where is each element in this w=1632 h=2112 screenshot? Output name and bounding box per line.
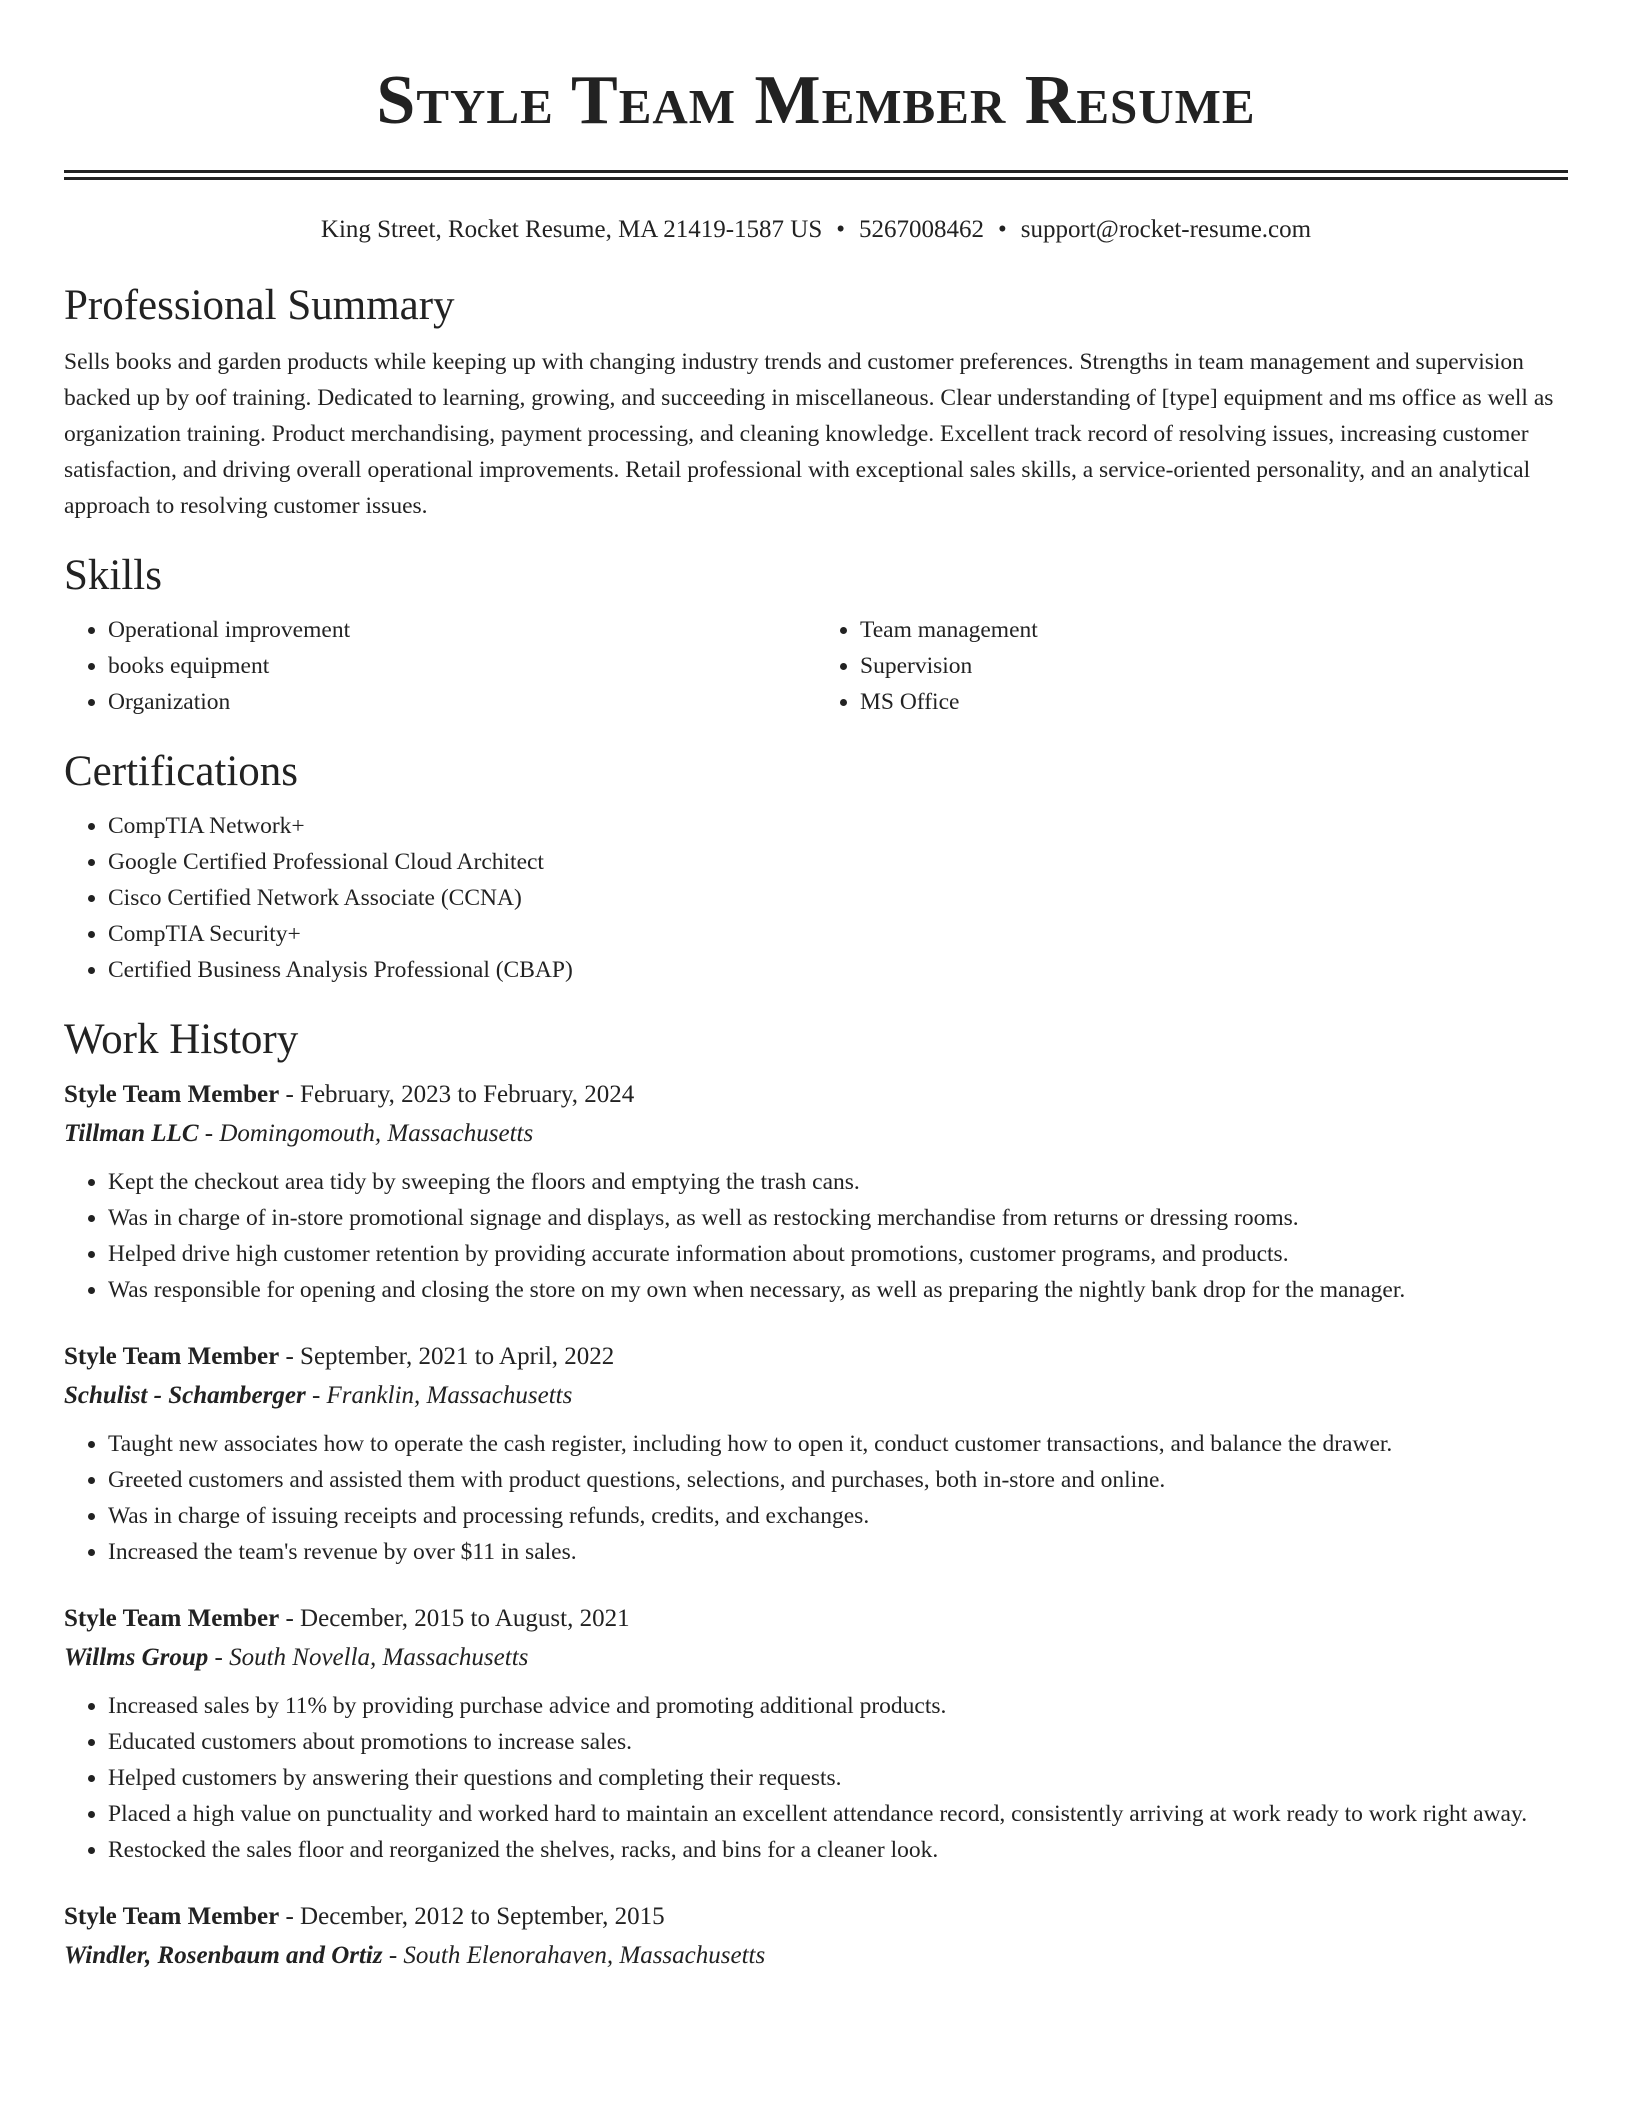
contact-separator: • <box>836 216 846 243</box>
job-company: Willms Group <box>64 1644 209 1671</box>
job-bullets <box>64 1164 1568 1308</box>
summary-text: Sells books and garden products while keeping up with changing industry trends and customer preferences. Strengths in team management and supervision backed up by oof training. Dedicated to learning, growing, and succeeding in miscellaneous. Clear understanding of [type] equipment and ms office as well as organization training. Product merchandising, payment processing, and cleaning knowledge. Excellent track record of resolving issues, increasing customer satisfaction, and driving overall operational improvements. Retail professional with exceptional sales skills, a service-oriented personality, and an analytical approach to resolving customer issues. <box>64 349 1554 519</box>
job-company: Tillman LLC <box>64 1120 199 1147</box>
job-company: Schulist - Schamberger <box>64 1382 306 1409</box>
job-location: - South Novella, Massachusetts <box>208 1644 529 1671</box>
job-dates: - February, 2023 to February, 2024 <box>279 1081 635 1108</box>
job-bullet: • Increased sales by 11% by providing purchase advice and promoting additional products. <box>108 1688 1568 1724</box>
job-company: Windler, Rosenbaum and Ortiz <box>64 1942 383 1969</box>
section-heading-summary: Professional Summary <box>64 282 455 329</box>
job-bullet: • Was in charge of issuing receipts and processing refunds, credits, and exchanges. <box>108 1498 1568 1534</box>
section-heading-certifications: Certifications <box>64 748 299 795</box>
title-divider <box>64 170 1568 180</box>
skill-item: • Organization <box>108 684 816 720</box>
job-bullet: • Greeted customers and assisted them with product questions, selections, and purchases, both in-store and online. <box>108 1462 1568 1498</box>
job-entry <box>64 1076 1568 1308</box>
resume-title: Style Team Member Resume <box>376 62 1256 139</box>
job-title: Style Team Member <box>64 1081 280 1108</box>
job-bullet: • Kept the checkout area tidy by sweeping the floors and emptying the trash cans. <box>108 1164 1568 1200</box>
contact-line <box>64 212 1568 248</box>
job-title-line <box>64 1898 1568 1936</box>
certification-item: • Google Certified Professional Cloud Architect <box>108 844 1568 880</box>
job-bullet: • Restocked the sales floor and reorganized the shelves, racks, and bins for a cleaner look. <box>108 1832 1568 1868</box>
summary-section <box>64 280 1568 524</box>
skill-item: • MS Office <box>860 684 1568 720</box>
section-heading-work-history: Work History <box>64 1016 299 1063</box>
job-title-line <box>64 1600 1568 1638</box>
job-entry <box>64 1898 1568 1976</box>
job-company-line <box>64 1114 1568 1154</box>
job-dates: - December, 2012 to September, 2015 <box>279 1903 665 1930</box>
skills-section <box>64 550 1568 720</box>
job-company-line <box>64 1376 1568 1416</box>
job-bullet: • Was responsible for opening and closing the store on my own when necessary, as well as preparing the nightly bank drop for the manager. <box>108 1272 1568 1308</box>
work-history-section <box>64 1014 1568 1976</box>
job-dates: - September, 2021 to April, 2022 <box>279 1343 615 1370</box>
job-entry <box>64 1600 1568 1868</box>
job-bullet: • Helped drive high customer retention by providing accurate information about promotions, customer programs, and products. <box>108 1236 1568 1272</box>
job-bullet: • Was in charge of in-store promotional signage and displays, as well as restocking merchandise from returns or dressing rooms. <box>108 1200 1568 1236</box>
section-heading-skills: Skills <box>64 552 162 599</box>
job-location: - Domingomouth, Massachusetts <box>198 1120 534 1147</box>
job-bullets <box>64 1688 1568 1868</box>
certification-item: • Certified Business Analysis Professional (CBAP) <box>108 952 1568 988</box>
job-company-line <box>64 1638 1568 1678</box>
job-title-line <box>64 1076 1568 1114</box>
job-bullets <box>64 1426 1568 1570</box>
job-bullet: • Educated customers about promotions to increase sales. <box>108 1724 1568 1760</box>
skills-list-left <box>64 612 816 720</box>
job-dates: - December, 2015 to August, 2021 <box>279 1605 630 1632</box>
job-title: Style Team Member <box>64 1605 280 1632</box>
skill-item: • Team management <box>860 612 1568 648</box>
contact-separator: • <box>998 216 1007 243</box>
skills-list-right <box>816 612 1568 720</box>
contact-email: support@rocket-resume.com <box>1020 216 1312 243</box>
skills-columns <box>64 612 1568 720</box>
contact-address: King Street, Rocket Resume, MA 21419-1587 US <box>320 216 823 243</box>
job-company-line <box>64 1936 1568 1976</box>
job-title: Style Team Member <box>64 1343 280 1370</box>
job-entry <box>64 1338 1568 1570</box>
certification-item: • CompTIA Network+ <box>108 808 1568 844</box>
job-bullet: • Increased the team's revenue by over $11 in sales. <box>108 1534 1568 1570</box>
job-title-line <box>64 1338 1568 1376</box>
skill-item: • Supervision <box>860 648 1568 684</box>
job-location: - South Elenorahaven, Massachusetts <box>382 1942 766 1969</box>
certification-item: • Cisco Certified Network Associate (CCNA) <box>108 880 1568 916</box>
skill-item: • Operational improvement <box>108 612 816 648</box>
job-title: Style Team Member <box>64 1903 280 1930</box>
contact-phone: 5267008462 <box>859 216 985 243</box>
certifications-section <box>64 746 1568 988</box>
job-bullet: • Placed a high value on punctuality and worked hard to maintain an excellent attendance record, consistently arriving at work ready to work right away. <box>108 1796 1568 1832</box>
job-bullet: • Helped customers by answering their questions and completing their requests. <box>108 1760 1568 1796</box>
skill-item: • books equipment <box>108 648 816 684</box>
certifications-list <box>64 808 1568 988</box>
job-location: - Franklin, Massachusetts <box>305 1382 573 1409</box>
certification-item: • CompTIA Security+ <box>108 916 1568 952</box>
job-bullet: • Taught new associates how to operate the cash register, including how to open it, conduct customer transactions, and balance the drawer. <box>108 1426 1568 1462</box>
